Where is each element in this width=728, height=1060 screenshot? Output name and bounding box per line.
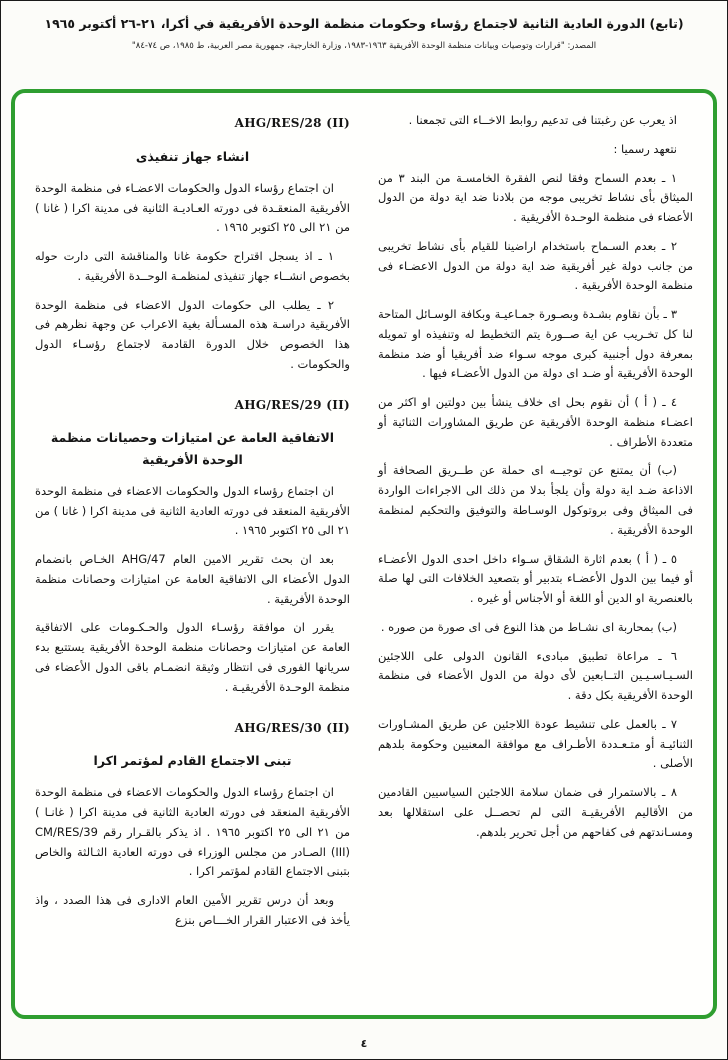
resolution-title: الاتفاقية العامة عن امتيازات وحصيانات منظمة الوحدة الأفريقية bbox=[50, 430, 335, 467]
paragraph: بعد ان بحث تقرير الامين العام AHG/47 الخـاص بانضمام الدول الأعضاء الى الاتفاقية العامة عن امتيازات وحصانات منظمة الوحدة الأفريقية . bbox=[35, 552, 350, 606]
paragraph: يقرر ان موافقة رؤسـاء الدول والحـكـومات على الاتفاقية العامة عن امتيازات وحصانات منظمة الوحدة الأفريقية يستتبع بدء سريانها الفورى فى انتظار وثيقة انضمـام باقى الدول الأعضاء فى منظمة الوحـدة الأفريقيـة . bbox=[35, 620, 350, 694]
content-frame bbox=[11, 89, 717, 1019]
two-column-layout bbox=[35, 111, 693, 1001]
document-source-line: المصدر: "قرارات وتوصيات وبيانات منظمة الوحدة الأفريقية ١٩٦٣-١٩٨٣، وزارة الخارجية، جمهورية مصر العربية، ط ١٩٨٥، ص ٧٤-٨٤" bbox=[131, 40, 597, 51]
resolution-title: تبنى الاجتماع القادم لمؤتمر اكرا bbox=[93, 753, 292, 769]
paragraph: ٤ ـ ( أ ) أن نقوم بحل اى خلاف ينشأ بين دولتين او اكثر من اعضـاء منظمة الوحدة الأفريقية عن طريق المشاورات الثنائية أو متعددة الأطراف . bbox=[378, 395, 693, 449]
paragraph: ٦ ـ مراعاة تطبيق مبادىء القانون الدولى على اللاجئين السـيـاسـيـين التــابعين لأى دولة من الدول الأعضاء فى منظمة الوحدة الأفريقية بكل دقة . bbox=[378, 648, 693, 703]
paragraph: نتعهد رسميا : bbox=[613, 141, 677, 156]
column-right bbox=[378, 111, 693, 1001]
resolution-code: AHG/RES/30 (II) bbox=[234, 720, 350, 735]
paragraph: ٨ ـ بالاستمرار فى ضمان سلامة اللاجئين السياسيين القادمين من الأقاليم الأفريقيـة التى لم تحصــل على استقلالها بعد ومسـاندتهم فى كفاحهم من أجل تحرير بلدهم. bbox=[378, 785, 693, 839]
column-left bbox=[35, 111, 350, 1001]
paragraph: (ب) أن يمتنع عن توجيــه اى حملة عن طــريق الصحافة أو الاذاعة ضـد اية دولة وأن يلجأ بدلا من ذلك الى الاجراءات الواردة فى الميثاق وفى بروتوكول الوسـاطة والتوفيق والتحكيم لمنظمة الوحدة الأفريقية . bbox=[378, 463, 693, 537]
document-title: (تابع) الدورة العادية الثانية لاجتماع رؤساء وحكومات منظمة الوحدة الأفريقية في أكرا، ٢١-٢٦ أكتوبر ١٩٦٥ bbox=[44, 16, 684, 31]
paragraph: ٢ ـ يطلب الى حكومات الدول الاعضاء فى منظمة الوحدة الأفريقية دراسـة هذه المسـألة بغية الاعراب عن وجهة نظرهم فى هذا الخصوص خلال الدورة القادمة لاجتماع رؤسـاء الدول والحكومات . bbox=[35, 297, 350, 371]
paragraph: ان اجتماع رؤساء الدول والحكومات الاعضـاء فى منظمة الوحدة الأفريقية المنعقـدة فى دورته العـاديـة الثانية فى مدينة اكرا ( غانا ) من ٢١ الى ٢٥ اكتوبر ١٩٦٥ . bbox=[35, 180, 350, 235]
paragraph: وبعد أن درس تقرير الأمين العام الادارى فى هذا الصدد ، واذ يأخذ فى الاعتبار القرار الخـــاص بنزع bbox=[35, 893, 350, 928]
paragraph: ١ ـ اذ يسجل اقتراح حكومة غانا والمناقشة التى دارت حوله بخصوص انشــاء جهاز تنفيذى لمنظمـة الوحــدة الأفريقية . bbox=[35, 249, 350, 283]
paragraph: (ب) بمحاربة اى نشـاط من هذا النوع فى اى صورة من صوره . bbox=[380, 619, 677, 634]
page-header bbox=[1, 1, 727, 51]
resolution-code: AHG/RES/29 (II) bbox=[234, 397, 350, 412]
resolution-code: AHG/RES/28 (II) bbox=[234, 116, 350, 130]
paragraph: ٢ ـ بعدم السـماح باستخدام اراضينا للقيام بأى نشاط تخريبى من جانب دولة غير أفريقية ضد اية دولة من الدول الاعضـاء فى منظمة الوحدة الأفريقية . bbox=[378, 238, 693, 293]
page-footer bbox=[1, 1032, 727, 1051]
paragraph: ٧ ـ بالعمل على تنشيط عودة اللاجئين عن طريق المشـاورات الثنائيـة أو متـعـددة الأطـراف مع موافقة المعنيين وحكومة بلدهم الأصلى . bbox=[378, 716, 693, 771]
paragraph: اذ يعرب عن رغبتنا فى تدعيم روابط الاخــاء التى تجمعنا . bbox=[408, 113, 677, 127]
paragraph: ان اجتماع رؤساء الدول والحكومات الاعضاء فى منظمة الوحدة الأفريقية المنعقد فى دورته العادية الثانية فى مدينة اكرا ( غانا ) من ٢١ الى ٢٥ اكتوبر ١٩٦٥ . bbox=[35, 483, 350, 538]
paragraph: ٥ ـ ( أ ) بعدم اثارة الشقاق سـواء داخل احدى الدول الأعضـاء أو فيما بين الدول الأعضـاء بتدبير أو بتصعيد الخلافات التى لها صلة بالعنصرية او الدين أو اللغة أو الأجناس أو غيره . bbox=[378, 551, 693, 606]
paragraph: ١ ـ بعدم السماح وفقا لنص الفقرة الخامسـة من البند ٣ من الميثاق بأى نشاط تخريبى موجه من بلادنا ضد اية دولة من الدول الأعضاء فى منظمة الوحـدة الأفريقية . bbox=[378, 170, 693, 225]
resolution-title: انشاء جهاز تنفيذى bbox=[135, 148, 250, 164]
page-number: ٤ bbox=[360, 1037, 368, 1050]
paragraph: ان اجتماع رؤساء الدول والحكومات الاعضاء فى منظمة الوحدة الأفريقية المنعقد فى دورته العادية الثانية فى مدينة اكرا ( غانـا ) من ٢١ الى ٢٥ اكتوبر ١٩٦٥ . اذ يذكر بالقـرار رقم CM/RES/39 (III) الصـادر من مجلس الوزراء فى دورته العادية الثـالثة والخاص بتبنى الاجتماع القادم لمؤتمر اكرا . bbox=[35, 785, 350, 879]
paragraph: ٣ ـ بأن نقاوم بشـدة وبصـورة جمـاعيـة وبكافة الوسـائل المتاحة لنا كل تخـريب عن اية صــورة يتم التخطيط له وتنفيذه او تمويله بمعرفة دول أجنبية كبرى موجه سـواء ضد أفريقيا أو ضد منظمة الوحدة الأفريقية أو ضـد اى دولة من الدول الأعضـاء فيها . bbox=[378, 307, 693, 381]
